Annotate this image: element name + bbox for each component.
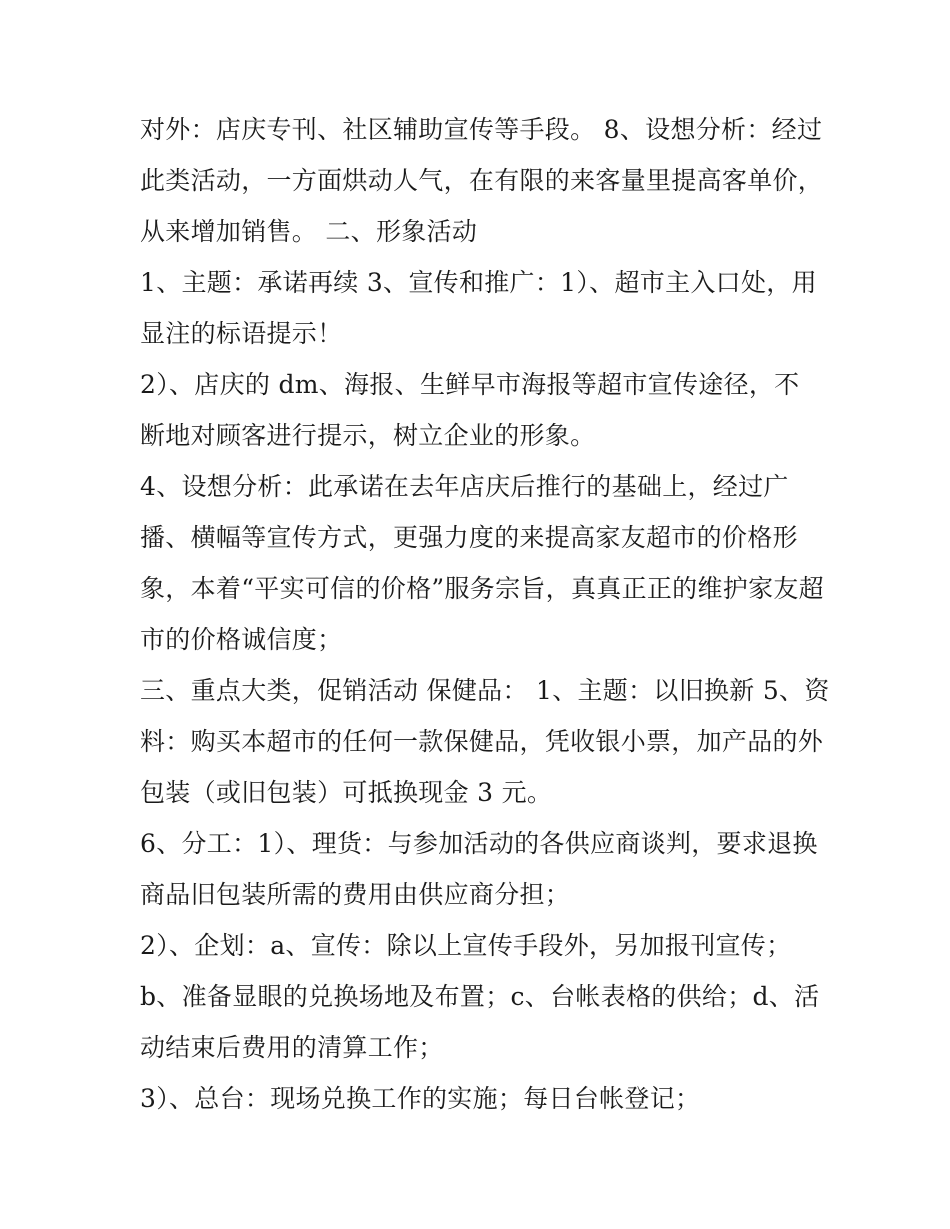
- text-line: 对外：店庆专刊、社区辅助宣传等手段。 8、设想分析：经过: [140, 115, 823, 144]
- text-line: 此类活动，一方面烘动人气，在有限的来客量里提高客单价，: [140, 166, 824, 195]
- text-line: 商品旧包装所需的费用由供应商分担；: [140, 880, 571, 909]
- text-line: 4、设想分析：此承诺在去年店庆后推行的基础上，经过广: [140, 472, 789, 501]
- text-line: 2）、店庆的 dm、海报、生鲜早市海报等超市宣传途径，不: [140, 370, 800, 399]
- text-line: 三、重点大类，促销活动 保健品： 1、主题：以旧换新 5、资: [140, 676, 830, 705]
- text-line: 3）、总台：现场兑换工作的实施；每日台帐登记；: [140, 1084, 701, 1113]
- text-line: 动结束后费用的清算工作；: [140, 1033, 444, 1062]
- text-line: 6、分工：1）、理货：与参加活动的各供应商谈判，要求退换: [140, 829, 818, 858]
- text-line: 2）、企划：a、宣传：除以上宣传手段外，另加报刊宣传；: [140, 931, 792, 960]
- text-line: 包装（或旧包装）可抵换现金 3 元。: [140, 778, 553, 807]
- text-line: 断地对顾客进行提示，树立企业的形象。: [140, 421, 596, 450]
- text-line: 象，本着“平实可信的价格”服务宗旨，真真正正的维护家友超: [140, 574, 824, 603]
- text-line: 从来增加销售。 二、形象活动: [140, 217, 478, 246]
- text-line: b、准备显眼的兑换场地及布置；c、台帐表格的供给；d、活: [140, 982, 820, 1011]
- document-body: [140, 104, 830, 1124]
- text-line: 市的价格诚信度；: [140, 625, 343, 654]
- text-line: 显注的标语提示！: [140, 319, 343, 348]
- text-line: 1、主题：承诺再续 3、宣传和推广：1）、超市主入口处，用: [140, 268, 817, 297]
- text-line: 料：购买本超市的任何一款保健品，凭收银小票，加产品的外: [140, 727, 824, 756]
- text-line: 播、横幅等宣传方式，更强力度的来提高家友超市的价格形: [140, 523, 798, 552]
